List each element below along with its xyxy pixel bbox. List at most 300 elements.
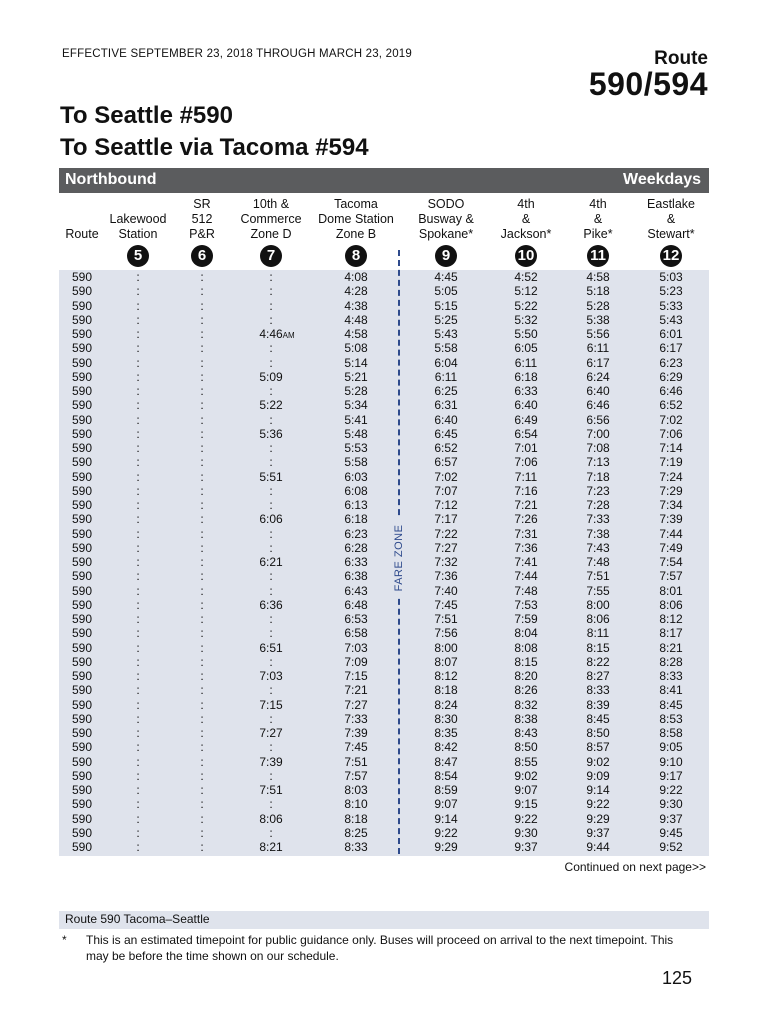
timepoint-number-icon: 9 (435, 245, 457, 267)
table-cell: 8:35 (434, 726, 458, 740)
table-cell: 8:04 (514, 626, 538, 641)
column-header-line: & (593, 212, 603, 226)
table-row (0, 327, 768, 341)
table-cell: 8:06 (259, 811, 283, 826)
table-cell: : (200, 483, 204, 498)
table-cell: 7:18 (586, 469, 610, 484)
table-cell: 7:29 (659, 483, 683, 498)
table-cell: : (200, 583, 204, 598)
table-cell: 7:01 (514, 441, 538, 455)
timepoint-number-icon: 10 (515, 245, 537, 267)
table-cell: 4:58 (344, 327, 368, 341)
table-row (0, 427, 768, 441)
table-cell: 6:17 (659, 341, 683, 356)
table-cell: : (136, 840, 140, 854)
table-cell: : (200, 455, 204, 470)
fare-zone-label: FARE ZONE (393, 519, 405, 598)
table-cell: 8:11 (586, 626, 610, 641)
table-cell: 8:00 (434, 640, 458, 655)
table-cell: 9:09 (586, 768, 610, 783)
table-cell: 6:21 (259, 555, 283, 569)
table-cell: 7:15 (259, 697, 283, 712)
table-cell: : (269, 768, 273, 783)
table-cell: : (269, 284, 273, 299)
footer-route-bar (59, 911, 709, 929)
route-label: Route (654, 48, 708, 69)
table-cell: 7:21 (344, 683, 368, 698)
table-cell: 6:11 (586, 341, 610, 356)
table-cell: 8:32 (514, 697, 538, 712)
table-row (0, 840, 768, 854)
table-cell: 6:56 (586, 412, 610, 427)
table-cell: 6:52 (659, 398, 683, 413)
table-cell: : (269, 526, 273, 541)
table-cell: 9:45 (659, 825, 683, 840)
table-cell: 6:31 (434, 398, 458, 413)
table-cell: 9:07 (434, 797, 458, 812)
table-cell: : (136, 327, 140, 341)
table-cell: 7:36 (514, 540, 538, 555)
table-cell: : (136, 369, 140, 384)
table-cell: 6:17 (586, 355, 610, 370)
table-cell: 8:20 (514, 669, 538, 683)
table-cell: 8:50 (586, 726, 610, 740)
table-cell: 590 (71, 583, 93, 598)
table-cell: : (200, 512, 204, 527)
table-cell: 9:44 (586, 840, 610, 854)
table-cell: 6:01 (659, 327, 683, 341)
table-cell: 7:39 (344, 726, 368, 740)
table-cell: 590 (71, 797, 93, 812)
table-cell: 6:29 (659, 369, 683, 384)
table-cell: : (200, 412, 204, 427)
table-cell: : (200, 711, 204, 726)
table-cell: 590 (71, 483, 93, 498)
table-cell: 6:33 (344, 555, 368, 569)
table-cell: : (200, 825, 204, 840)
column-header-line: Zone B (335, 227, 377, 241)
table-cell: : (200, 669, 204, 683)
table-row (0, 341, 768, 355)
table-cell: 8:15 (514, 654, 538, 669)
table-cell: : (136, 441, 140, 455)
table-cell: 590 (71, 740, 93, 755)
table-cell: 7:38 (586, 526, 610, 541)
table-cell: 6:03 (344, 469, 368, 484)
column-header-line: 10th & (252, 197, 290, 211)
table-cell: 7:22 (434, 526, 458, 541)
table-cell: 7:24 (659, 469, 683, 484)
table-cell: : (200, 270, 204, 284)
table-cell: 7:16 (514, 483, 538, 498)
table-cell: 8:10 (344, 797, 368, 812)
table-cell: : (269, 298, 273, 313)
table-cell: 9:15 (514, 797, 538, 812)
table-cell: 7:57 (344, 768, 368, 783)
table-cell: : (200, 398, 204, 413)
table-cell: 6:46 (659, 384, 683, 398)
column-header-line: Route (65, 227, 99, 241)
table-cell: : (200, 426, 204, 441)
table-cell: : (200, 498, 204, 512)
table-cell: : (200, 540, 204, 555)
table-row (0, 683, 768, 697)
table-cell: : (136, 669, 140, 683)
table-cell: 6:48 (344, 597, 368, 612)
table-cell: 5:18 (586, 284, 610, 299)
table-cell: : (136, 711, 140, 726)
column-header-line (65, 197, 98, 212)
table-cell: 8:27 (586, 669, 610, 683)
table-cell: 590 (71, 697, 93, 712)
table-cell: 8:26 (514, 683, 538, 698)
table-cell: : (136, 825, 140, 840)
table-cell: 8:01 (659, 583, 683, 598)
table-cell: : (269, 384, 273, 398)
table-cell: : (200, 569, 204, 584)
table-cell: 6:23 (344, 526, 368, 541)
table-row (0, 612, 768, 626)
table-cell: 7:44 (514, 569, 538, 584)
table-cell: 6:53 (344, 612, 368, 626)
table-cell: : (136, 341, 140, 356)
table-row (0, 698, 768, 712)
table-cell: 9:30 (659, 797, 683, 812)
table-cell: 7:27 (259, 726, 283, 740)
table-row (0, 470, 768, 484)
table-row (0, 569, 768, 583)
table-cell: 590 (71, 840, 93, 854)
column-header (110, 197, 167, 242)
table-cell: 6:23 (659, 355, 683, 370)
table-cell: 9:05 (659, 740, 683, 755)
table-cell: : (136, 768, 140, 783)
table-cell: 5:08 (344, 341, 368, 356)
table-cell: 4:08 (344, 270, 368, 284)
column-header (583, 197, 612, 242)
footnote-text: This is an estimated timepoint for public guidance only. Buses will proceed on arrival to the next timepoint. This may be before the time shown on our schedule. (86, 933, 674, 963)
table-cell: 590 (71, 555, 93, 569)
table-cell: : (269, 412, 273, 427)
table-cell: 590 (71, 626, 93, 641)
column-header-line: Spokane* (418, 227, 474, 241)
table-cell: : (269, 455, 273, 470)
table-cell: : (136, 512, 140, 527)
table-cell: 9:22 (434, 825, 458, 840)
table-cell: : (269, 355, 273, 370)
table-cell: 7:11 (514, 469, 538, 484)
table-cell: 9:37 (659, 811, 683, 826)
table-cell: 7:55 (586, 583, 610, 598)
table-cell: 6:05 (514, 341, 538, 356)
table-cell: : (136, 398, 140, 413)
table-cell: 7:33 (344, 711, 368, 726)
table-cell: 7:14 (659, 441, 683, 455)
table-cell: 9:30 (514, 825, 538, 840)
table-cell: 7:43 (586, 540, 610, 555)
table-cell: 6:04 (434, 355, 458, 370)
table-cell: 8:55 (514, 754, 538, 769)
table-cell: 5:32 (514, 312, 538, 327)
table-cell: : (200, 597, 204, 612)
table-row (0, 598, 768, 612)
table-cell: 7:15 (344, 669, 368, 683)
table-cell: : (200, 754, 204, 769)
table-cell: 8:45 (659, 697, 683, 712)
table-cell: : (136, 426, 140, 441)
table-cell: : (136, 654, 140, 669)
table-cell: : (136, 740, 140, 755)
table-cell: : (200, 469, 204, 484)
table-cell: : (136, 754, 140, 769)
column-header-line: Dome Station (318, 212, 394, 226)
table-cell: 8:50 (514, 740, 538, 755)
timepoint-number-icon: 8 (345, 245, 367, 267)
table-cell: 8:42 (434, 740, 458, 755)
days-label: Weekdays (623, 171, 701, 188)
table-cell: : (200, 441, 204, 455)
table-cell: 6:38 (344, 569, 368, 584)
table-cell: 8:54 (434, 768, 458, 783)
table-cell: 590 (71, 825, 93, 840)
table-cell: 8:18 (344, 811, 368, 826)
column-header-line: & (666, 212, 676, 226)
table-cell: 5:43 (659, 312, 683, 327)
continued-note: Continued on next page>> (564, 860, 706, 874)
column-header-line: 4th (517, 197, 535, 211)
table-cell: 5:28 (586, 298, 610, 313)
table-cell: 8:57 (586, 740, 610, 755)
table-row (0, 812, 768, 826)
timepoint-number-icon: 11 (587, 245, 609, 267)
table-cell: 7:34 (659, 498, 683, 512)
table-cell: 7:51 (586, 569, 610, 584)
table-cell: 5:41 (344, 412, 368, 427)
table-cell: 8:38 (514, 711, 538, 726)
table-cell: 4:48 (344, 312, 368, 327)
table-cell: 590 (71, 412, 93, 427)
table-cell: 590 (71, 512, 93, 527)
effective-dates: EFFECTIVE SEPTEMBER 23, 2018 THROUGH MARCH 23, 2019 (62, 48, 412, 60)
column-header-line: 4th (589, 197, 607, 211)
column-header-line: P&R (189, 227, 215, 241)
column-header (189, 197, 215, 242)
direction-label: Northbound (65, 171, 157, 188)
table-cell: 7:45 (434, 597, 458, 612)
table-cell: 4:52 (514, 270, 538, 284)
table-cell: 9:37 (514, 840, 538, 854)
table-cell: 9:02 (586, 754, 610, 769)
column-header-line: Lakewood (109, 212, 167, 226)
table-cell: 7:49 (659, 540, 683, 555)
table-cell: 8:12 (434, 669, 458, 683)
table-cell: : (200, 768, 204, 783)
table-cell: : (269, 797, 273, 812)
table-row (0, 541, 768, 555)
table-cell: : (200, 654, 204, 669)
table-cell: 590 (71, 811, 93, 826)
table-cell: 5:58 (434, 341, 458, 356)
table-cell: : (136, 483, 140, 498)
table-cell: 9:22 (586, 797, 610, 812)
table-cell: : (136, 384, 140, 398)
table-cell: : (136, 569, 140, 584)
table-cell: 7:53 (514, 597, 538, 612)
table-cell: 7:31 (514, 526, 538, 541)
table-cell: : (269, 312, 273, 327)
table-cell: 5:38 (586, 312, 610, 327)
table-cell: : (269, 583, 273, 598)
table-cell: 5:50 (514, 327, 538, 341)
table-cell: 5:43 (434, 327, 458, 341)
table-cell: 7:06 (659, 426, 683, 441)
table-cell: 5:36 (259, 426, 283, 441)
table-cell: : (136, 597, 140, 612)
table-cell: 7:17 (434, 512, 458, 527)
table-cell: 6:52 (434, 441, 458, 455)
table-cell: 6:54 (514, 426, 538, 441)
table-cell: 8:59 (434, 783, 458, 797)
table-cell: 8:53 (659, 711, 683, 726)
table-cell: : (136, 455, 140, 470)
table-cell: 590 (71, 540, 93, 555)
table-cell: : (269, 483, 273, 498)
table-cell: : (200, 526, 204, 541)
table-cell: 8:06 (586, 612, 610, 626)
table-cell: 8:22 (586, 654, 610, 669)
table-row (0, 641, 768, 655)
table-cell: 5:53 (344, 441, 368, 455)
table-cell: 8:03 (344, 783, 368, 797)
table-cell: 590 (71, 327, 93, 341)
table-cell: 8:43 (514, 726, 538, 740)
table-cell: 5:33 (659, 298, 683, 313)
column-header (240, 197, 301, 242)
table-cell: 8:21 (259, 840, 283, 854)
table-row (0, 413, 768, 427)
table-cell: 7:06 (514, 455, 538, 470)
table-cell: 5:22 (514, 298, 538, 313)
table-cell: : (136, 526, 140, 541)
table-cell: 8:08 (514, 640, 538, 655)
table-cell: 8:06 (659, 597, 683, 612)
table-cell: : (136, 469, 140, 484)
column-header-line: Station (118, 227, 158, 241)
table-cell: 6:11 (514, 355, 538, 370)
table-cell: 590 (71, 726, 93, 740)
table-cell: 8:07 (434, 654, 458, 669)
table-cell: : (269, 569, 273, 584)
table-cell: 8:21 (659, 640, 683, 655)
table-cell: : (269, 825, 273, 840)
table-cell: 590 (71, 270, 93, 284)
table-cell: 590 (71, 341, 93, 356)
direction-bar (59, 168, 709, 193)
table-row (0, 783, 768, 797)
table-cell: 6:45 (434, 426, 458, 441)
table-cell: 5:09 (259, 369, 283, 384)
table-cell: 6:51 (259, 640, 283, 655)
table-cell: 8:24 (434, 697, 458, 712)
table-cell: 7:09 (344, 654, 368, 669)
table-cell: 7:54 (659, 555, 683, 569)
table-cell: : (269, 711, 273, 726)
table-cell: 9:14 (434, 811, 458, 826)
table-row (0, 398, 768, 412)
table-cell: 590 (71, 384, 93, 398)
table-cell: 8:00 (586, 597, 610, 612)
column-header-line: Pike* (583, 227, 613, 241)
table-cell: 4:38 (344, 298, 368, 313)
table-row (0, 626, 768, 640)
table-cell: 590 (71, 768, 93, 783)
table-row (0, 384, 768, 398)
table-cell: 9:29 (434, 840, 458, 854)
table-cell: : (200, 811, 204, 826)
footnote-marker: * (62, 933, 67, 947)
table-row (0, 797, 768, 811)
table-cell: 7:33 (586, 512, 610, 527)
table-cell: 590 (71, 284, 93, 299)
page-title-594: To Seattle via Tacoma #594 (60, 134, 369, 161)
table-cell: 5:34 (344, 398, 368, 413)
table-cell: : (136, 640, 140, 655)
table-cell: 590 (71, 683, 93, 698)
timepoint-number-icon: 7 (260, 245, 282, 267)
table-cell: : (200, 555, 204, 569)
table-cell: : (200, 840, 204, 854)
table-cell: : (269, 612, 273, 626)
table-cell: 7:03 (344, 640, 368, 655)
table-cell: 7:08 (586, 441, 610, 455)
table-cell: 590 (71, 455, 93, 470)
column-header (418, 197, 474, 242)
table-cell: 590 (71, 669, 93, 683)
table-cell: 8:28 (659, 654, 683, 669)
table-row (0, 555, 768, 569)
table-cell: : (269, 441, 273, 455)
table-cell: 9:22 (514, 811, 538, 826)
table-cell: 5:05 (434, 284, 458, 299)
table-cell: 9:37 (586, 825, 610, 840)
table-cell: : (200, 726, 204, 740)
table-cell: : (200, 626, 204, 641)
table-cell: 590 (71, 398, 93, 413)
table-cell: 6:57 (434, 455, 458, 470)
table-cell: 8:30 (434, 711, 458, 726)
table-row (0, 299, 768, 313)
table-row (0, 455, 768, 469)
column-header-line (65, 212, 98, 227)
table-cell: 7:12 (434, 498, 458, 512)
column-header-line: & (521, 212, 531, 226)
table-cell: 5:14 (344, 355, 368, 370)
table-cell: 590 (71, 569, 93, 584)
table-cell: 5:21 (344, 369, 368, 384)
table-cell: : (136, 811, 140, 826)
column-header (318, 197, 394, 242)
table-row (0, 527, 768, 541)
table-cell: : (200, 284, 204, 299)
column-header-line: 512 (191, 212, 213, 226)
table-cell: 7:56 (434, 626, 458, 641)
table-cell: 5:58 (344, 455, 368, 470)
table-cell: : (136, 355, 140, 370)
table-cell: 590 (71, 711, 93, 726)
table-cell: 5:15 (434, 298, 458, 313)
table-cell: 5:25 (434, 312, 458, 327)
table-cell: 5:22 (259, 398, 283, 413)
